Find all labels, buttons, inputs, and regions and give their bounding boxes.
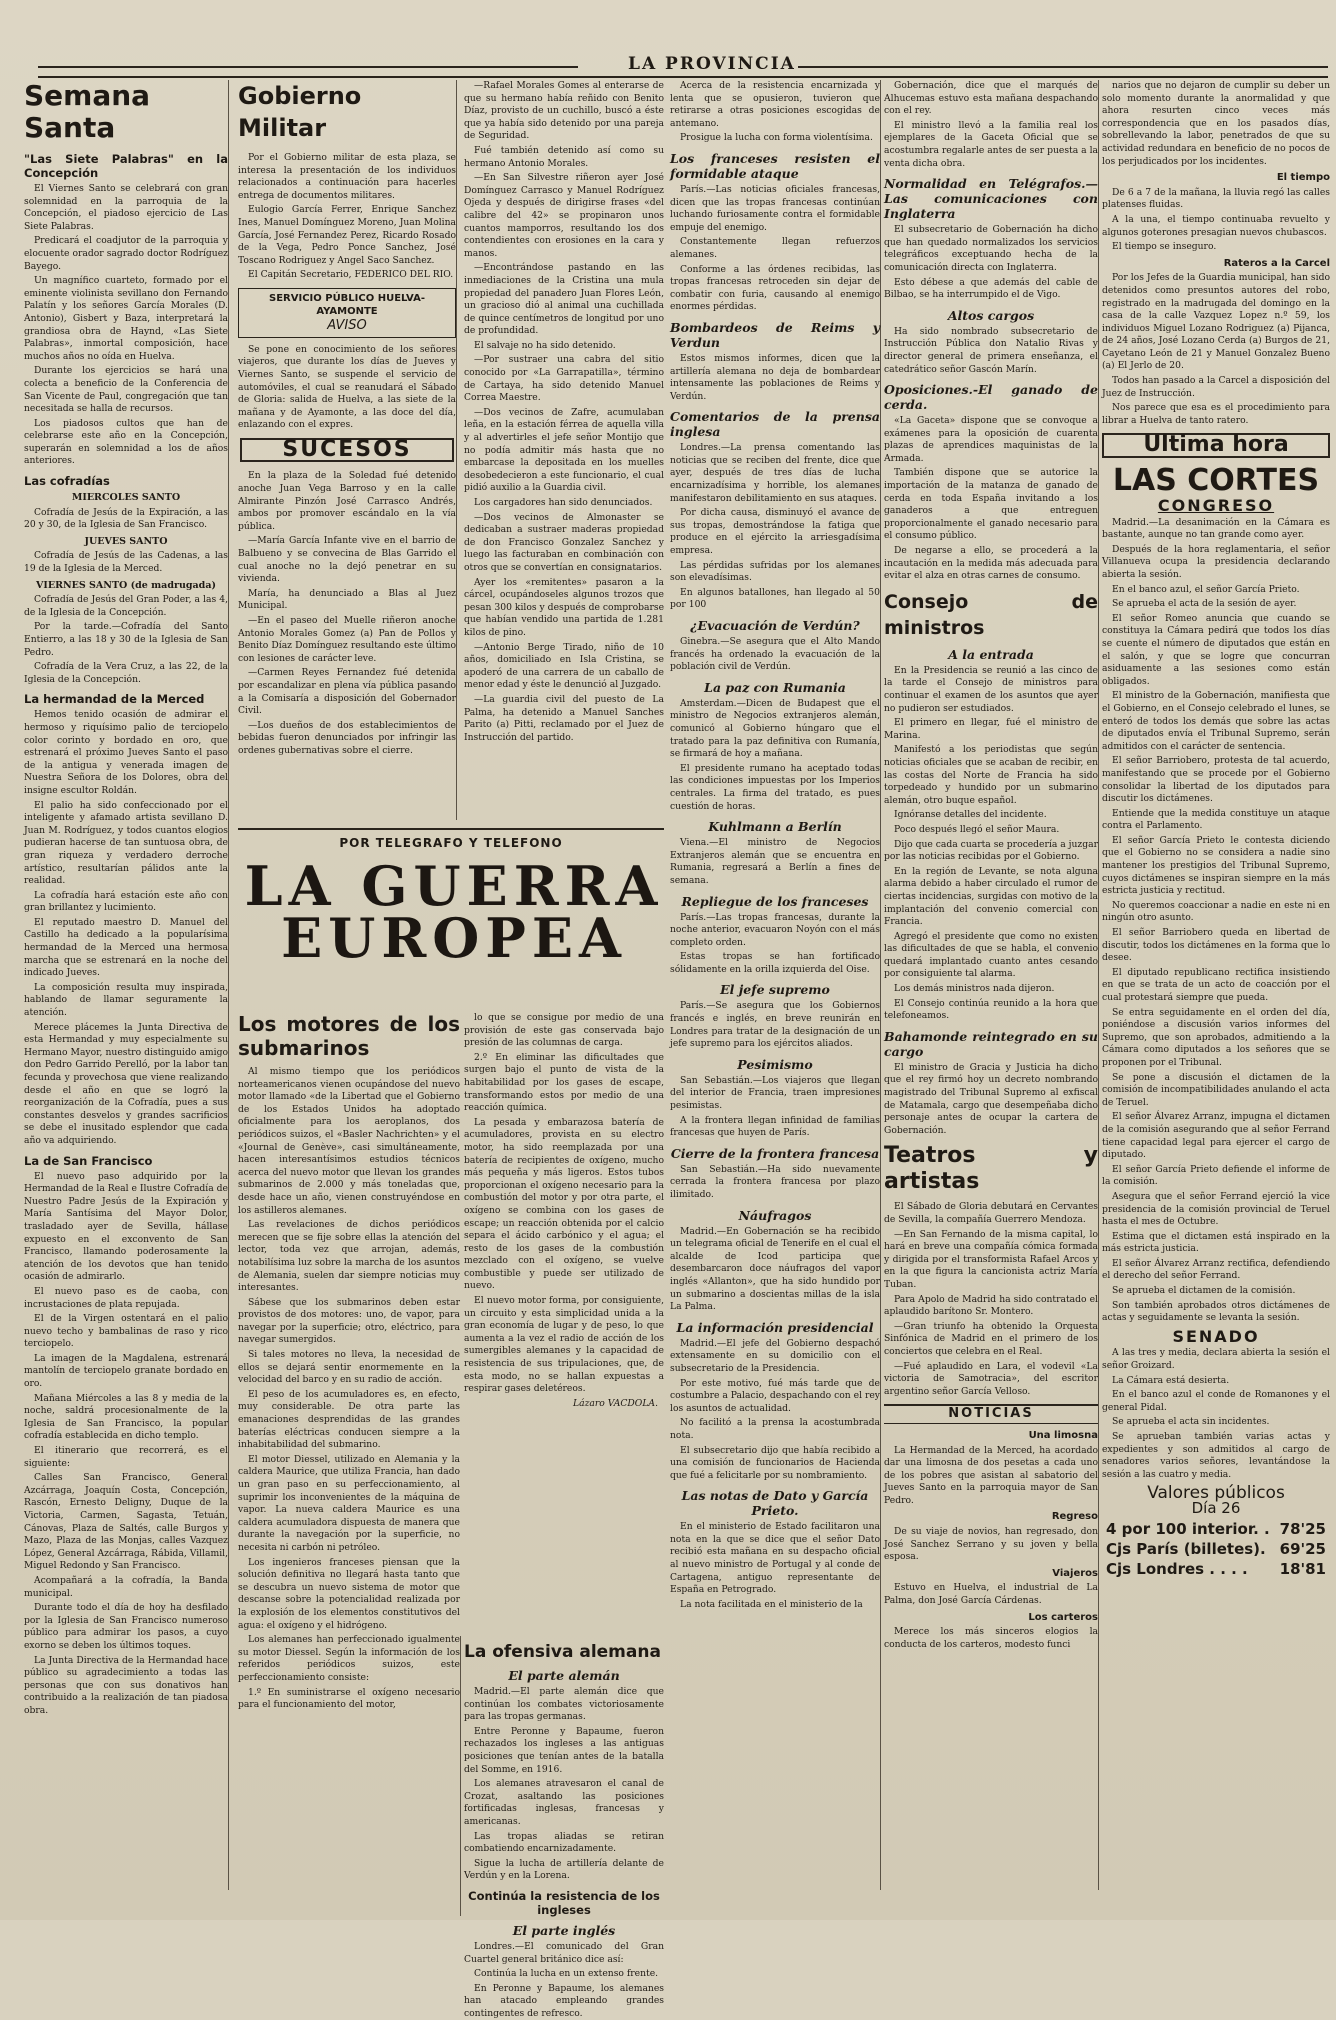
- paragraph: El primero en llegar, fué el ministro de Marina.: [884, 717, 1098, 741]
- newspaper-title: LA PROVINCIA: [628, 54, 796, 74]
- paragraph: Madrid.—El jefe del Gobierno despachó extensamente en su domicilio con el subsecretario de la Presidencia.: [670, 1337, 880, 1374]
- paragraph: Se pone a discusión el dictamen de la comisión de incompatibilidades anulando el acta de Teruel.: [1102, 1071, 1330, 1108]
- article-motores: [238, 1012, 460, 1711]
- paragraph: —Los dueños de dos establecimientos de bebidas fueron denunciados por infringir las ordenes gubernativas sobre el cierre.: [238, 719, 456, 756]
- paragraph: El itinerario que recorrerá, es el siguiente:: [24, 1445, 228, 1469]
- paragraph: Por el Gobierno militar de esta plaza, se interesa la presentación de los individuos relacionados a continuación para hacerles entrega de documentos militares.: [238, 152, 456, 201]
- paragraph: De 6 a 7 de la mañana, la lluvia regó las calles platenses fluidas.: [1102, 186, 1330, 211]
- paragraph: Acompañará a la cofradía, la Banda municipal.: [24, 1574, 228, 1599]
- paragraph: El ministro de la Gobernación, manifiesta que el Gobierno, en el Consejo celebrado el lunes, se enteró de todos los demás que sobre las actas de diputados envía el Tribunal Supremo, serán admitidos con el carácter de sentencia.: [1102, 690, 1330, 752]
- paragraph: El Viernes Santo se celebrará con gran solemnidad en la parroquia de la Concepción, el piadoso ejercicio de Las Siete Palabras.: [24, 183, 228, 232]
- paragraph: —En San Fernando de la misma capital, lo hará en breve una compañía cómica formada y dirigida por el transformista Rafael Arcos y en la que figura la cancionista actriz María Tuban.: [884, 1228, 1098, 1290]
- valores-value: 69'25: [1279, 1539, 1326, 1558]
- paragraph: También dispone que se autorice la importación de la matanza de ganado de cerda en toda España invitando a los ganaderos a que entreguen proporcionalmente el ganado necesario para el consumo público.: [884, 467, 1098, 542]
- paragraph: Las tropas aliadas se retiran combatiendo encarnizadamente.: [464, 1830, 664, 1855]
- masthead: [38, 54, 1328, 78]
- paragraph: La pesada y embarazosa batería de acumuladores, provista en su electro motor, ha sido reemplazada por una batería de recipientes de oxígeno, mucho más pequeña y más ligeros. Estos tubos proporcionan el oxígeno necesario para la combustión del motor y por otra parte, el oxígeno se combina con los gases de escape; un reacción obtenida por el calcio separa el ácido carbónico y el agua; el resto de los gases de la combustión mezclado con el oxígeno, se vuelve combustible y puede ser utilizado de nuevo.: [464, 1116, 664, 1292]
- valores-row: [1102, 1539, 1330, 1559]
- paragraph: De su viaje de novios, han regresado, don José Sanchez Serrano y su joven y bella esposa.: [884, 1526, 1098, 1563]
- paragraph: El señor Álvarez Arranz, impugna el dictamen de la comisión asegurando que al señor Ferrand tiene capacidad legal para ejercer el cargo de diputado.: [1102, 1111, 1330, 1161]
- paragraph: El ministro de Gracia y Justicia ha dicho que el rey firmó hoy un decreto nombrando magistrado del Tribunal Supremo al exfiscal de Matamala, cargo que desempeñaba dicho personaje antes de ocupar la cartera de Gobernación.: [884, 1061, 1098, 1136]
- las-cortes-heading: LAS CORTES: [1112, 463, 1320, 499]
- headline: Altos cargos: [947, 307, 1035, 323]
- paragraph: El señor García Prieto defiende el informe de la comisión.: [1102, 1163, 1330, 1188]
- paragraph: En la Presidencia se reunió a las cinco de la tarde el Consejo de ministros para continuar el examen de los asuntos que ayer no pudieron ser estudiados.: [884, 664, 1098, 714]
- paragraph: El peso de los acumuladores es, en efecto, muy considerable. De otra parte las emanaciones desprendidas de las grandes baterías eléctricas conducen siempre a la inhabitabilidad del submarino.: [238, 1388, 460, 1451]
- paragraph: San Sebastián.—Los viajeros que llegan del interior de Francia, traen impresiones pesimistas.: [670, 1074, 880, 1112]
- paragraph: Amsterdam.—Dicen de Budapest que el ministro de Negocios extranjeros alemán, comunicó al Gobierno húngaro que el tratado para la paz definitiva con Rumanía, se firmará de hoy a mañana.: [670, 697, 880, 760]
- paragraph: Madrid.—En Gobernación se ha recibido un telegrama oficial de Tenerife en el cual el alcalde de Icod participa que desembarcaron doce náufragos del vapor inglés «Allanton», que ha sido hundido por un submarino a doscientas millas de la isla La Palma.: [670, 1225, 880, 1313]
- headline: Bahamonde reintegrado en su cargo: [884, 1028, 1098, 1059]
- paragraph: Eulogio García Ferrer, Enrique Sanchez Ines, Manuel Domínguez Moreno, Juan Molina García, José Fernandez Perez, Ricardo Rosado de la Vega, Pedro Ponce Sanchez, José Toscano Rodriguez y Angel Saco Sanchez.: [238, 204, 456, 266]
- paragraph: —Dos vecinos de Zafre, acumulaban leña, en la estación férrea de aquella villa y al advertirles el jefe señor Montijo que no podía admitir más hasta que no embarcase la depositada en los muelles desobedecieron a este funcionario, el cual pidió auxilio a la Guardia civil.: [464, 406, 664, 494]
- paragraph: Durante los ejercicios se hará una colecta a beneficio de la Conferencia de San Vicente de Paul, congregación que tan necesitada se halla de recursos.: [24, 365, 228, 415]
- subheading: El parte alemán: [508, 1668, 620, 1683]
- day-heading: VIERNES SANTO (de madrugada): [36, 579, 216, 591]
- column-war-news: [670, 80, 881, 1890]
- paragraph: Ginebra.—Se asegura que el Alto Mando francés ha ordenado la evacuación de la población civil de Verdún.: [670, 636, 880, 673]
- banner-line-2: EUROPEA: [281, 906, 627, 970]
- paragraph: —Por sustraer una cabra del sitio conocido por «La Garrapatilla», término de Cartaya, ha sido detenido Manuel Correa Maestre.: [464, 354, 664, 404]
- paragraph: En el banco azul el conde de Romanones y el general Pidal.: [1102, 1389, 1330, 1413]
- valores-value: 78'25: [1279, 1519, 1326, 1538]
- paragraph: Sigue la lucha de artillería delante de Verdún y en la Lorena.: [464, 1857, 664, 1882]
- ultima-hora-heading: Ultima hora: [1102, 433, 1330, 458]
- paragraph: Todos han pasado a la Carcel a disposición del Juez de Instrucción.: [1102, 375, 1330, 399]
- subheading: El parte inglés: [512, 1922, 616, 1938]
- headline-teatros: Teatros y artistas: [884, 1143, 1098, 1195]
- paragraph: Estas tropas se han fortificado sólidamente en la orilla izquierda del Oise.: [670, 951, 880, 975]
- paragraph: —En el paseo del Muelle riñeron anoche Antonio Morales Gomez (a) Pan de Pollos y Benito Díaz Domínguez resultando este último con lesiones de carácter leve.: [238, 615, 456, 664]
- paragraph: —Encontrándose pastando en las inmediaciones de la Cristina una mula propiedad del panadero Juan Flores León, un gracioso dió al animal una cuchillada de quince centímetros de longitud por uno de profundidad.: [464, 262, 664, 337]
- paragraph: —En San Silvestre riñeron ayer José Domínguez Carrasco y Manuel Rodríguez Ojeda y después de dirigirse frases «del calibre del 42» se propinaron unos cuantos mamporros, resultando los dos contendientes con erosiones en la cara y manos.: [464, 172, 664, 259]
- headline: Náufragos: [738, 1207, 812, 1223]
- paragraph: Poco después llegó el señor Maura.: [894, 823, 1060, 835]
- servicio-aviso: AVISO: [327, 318, 367, 334]
- article-sotano-left: [238, 1636, 461, 1916]
- section-title: "Las Siete Palabras" en la Concepción: [24, 152, 228, 180]
- paragraph: El reputado maestro D. Manuel del Castillo ha dedicado a la popularísima hermandad de la Merced una hermosa marcha que se estrenará en la noche del indicado Jueves.: [24, 916, 228, 979]
- paragraph: Entre Peronne y Bapaume, fueron rechazados los ingleses a las antiguas posiciones que tenían antes de la batalla del Somme, en 1916.: [464, 1725, 664, 1775]
- divider-rule: [238, 828, 664, 830]
- valores-value: 18'81: [1279, 1559, 1326, 1578]
- paragraph: Se aprueban también varias actas y expedientes y son admitidos al cargo de senadores varios señores, levantándose la sesión a las cuatro y media.: [1102, 1431, 1330, 1480]
- paragraph: Los demás ministros nada dijeron.: [894, 983, 1055, 995]
- paragraph: El ministro llevó a la familia real los ejemplares de la Gaceta Oficial que se acostumbra regalarle antes de ser puesta a la venta dicha obra.: [884, 119, 1098, 169]
- paragraph: Por los Jefes de la Guardia municipal, han sido detenidos como presuntos autores del robo, registrado en la madrugada del domingo en la casa de la calle Vazquez Lopez n.º 59, los individuos Miguel Lozano Rodriguez (a) Pijanca, de 24 años, José Lozano Cerda (a) Burgos de 21, Cayetano León de 21 y Manuel Gonzalez Bueno (a) El Jerlo de 20.: [1102, 272, 1330, 372]
- paragraph: Para Apolo de Madrid ha sido contratado el aplaudido barítono Sr. Montero.: [884, 1293, 1098, 1318]
- subheading: A la entrada: [948, 646, 1034, 662]
- paragraph: Merece plácemes la Junta Directiva de esta Hermandad y muy especialmente su Hermano Mayor, nuestro distinguido amigo don Pedro Garrido Perelló, por la labor tan fecunda y provechosa que viene realizando desde el año en que se logró la reorganización de la Cofradía, pues a sus constantes desvelos y grandes sacrificios se debe el inusitado esplendor que cada año va adquiriendo.: [24, 1021, 228, 1146]
- paragraph: Agregó el presidente que como no existen las dificultades de que se habla, el convenio quedará implantado cuanto antes cesando por consiguiente tal alarma.: [884, 930, 1098, 980]
- paragraph: El Capitán Secretario, FEDERICO DEL RIO.: [248, 269, 454, 281]
- paragraph: Acerca de la resistencia encarnizada y lenta que se opusieron, tuvieron que retirarse a otras posiciones escogidas de antemano.: [670, 80, 880, 129]
- paragraph: El de la Virgen ostentará en el palio nuevo techo y bambalinas de raso y rico terciopelo.: [24, 1313, 228, 1350]
- headline: Las notas de Dato y García Prieto.: [681, 1488, 869, 1519]
- paragraph: El palio ha sido confeccionado por el inteligente y afamado artista sevillano D. Juan M. Rodríguez, y todos cuantos elogios pudieran hacerse de tan suntuosa obra, de gran riqueza y verdadero derroche artístico, resultarían pálidos ante la realidad.: [24, 799, 228, 887]
- noticias-heading: NOTICIAS: [884, 1404, 1098, 1424]
- paragraph: narios que no dejaron de cumplir su deber un solo momento durante la anormalidad y que ahora resurten cinco veces más correspondencia que en los pasados días, sobrellevando la labor, penetrados de que su actividad redundara en beneficio de no pocos de los perjudicados por los incidentes.: [1102, 80, 1330, 167]
- paragraph: A la una, el tiempo continuaba revuelto y algunos goterones presagian nuevos chubascos.: [1102, 213, 1330, 238]
- paragraph: Prosigue la lucha con forma violentísima.: [680, 132, 873, 144]
- paragraph: Las pérdidas sufridas por los alemanes son elevadísimas.: [670, 559, 880, 584]
- paragraph: La cofradía hará estación este año con gran brillantez y lucimiento.: [24, 889, 228, 914]
- article-motores-continued: [464, 1012, 664, 1632]
- subheading: El tiempo: [1276, 172, 1330, 184]
- section-title: Las cofradías: [24, 474, 110, 489]
- paragraph: El señor Álvarez Arranz rectifica, defendiendo el derecho del señor Ferrand.: [1102, 1257, 1330, 1282]
- paragraph: Sábese que los submarinos deben estar provistos de dos motores: uno, de vapor, para navegar por la superficie; otro, eléctrico, para navegar sumergidos.: [238, 1296, 460, 1346]
- paragraph: Continúa la lucha en un extenso frente.: [474, 1968, 659, 1980]
- paragraph: El tiempo se inseguro.: [1112, 241, 1217, 253]
- paragraph: Merece los más sinceros elogios la conducta de los carteros, modesto funci: [884, 1626, 1098, 1650]
- paragraph: La Cámara está desierta.: [1112, 1374, 1230, 1386]
- column-sucesos-continued: [464, 80, 664, 820]
- paragraph: El Sábado de Gloria debutará en Cervantes de Sevilla, la compañía Guerrero Mendoza.: [884, 1201, 1098, 1225]
- paragraph: María, ha denunciado a Blas al Juez Municipal.: [238, 587, 456, 612]
- paragraph: —Fué aplaudido en Lara, el vodevil «La victoria de Samotracia», del escritor argentino señor García Velloso.: [884, 1360, 1098, 1397]
- paragraph: Esto débese a que además del cable de Bilbao, se ha interrumpido el de Vigo.: [884, 276, 1098, 301]
- paragraph: Londres.—La prensa comentando las noticias que se reciben del frente, dice que ayer, después de tres días de lucha encarnizadísima y horrible, los alemanes manifestaron debilitamiento en sus ataques.: [670, 442, 880, 504]
- paragraph: Los cargadores han sido denunciados.: [474, 497, 653, 508]
- paragraph: Calles San Francisco, General Azcárraga, Joaquín Costa, Concepción, Rascón, Ernesto Deligny, Duque de la Victoria, Carmen, Sagasta, Tetuán, Cánovas, Plaza de Saltés, calle Burgos y Mazo, Plaza de las Monjas, calles Vazquez López, General Azcárraga, Rábida, Villamil, Miguel Redondo y San Francisco.: [24, 1472, 228, 1572]
- paragraph: —Carmen Reyes Fernandez fué detenida por escandalizar en plena vía pública pasando a la Comisaría a disposición del Gobernador Civil.: [238, 667, 456, 717]
- paragraph: Los alemanes han perfeccionado igualmente su motor Diessel. Según la información de los referidos periódicos suizos, este perfeccionamiento consiste:: [238, 1634, 460, 1683]
- headline: ¿Evacuación de Verdún?: [690, 618, 860, 633]
- headline-consejo: Consejo de ministros: [884, 590, 1098, 639]
- headline-gobierno-militar: Gobierno Militar: [238, 82, 362, 142]
- headline-ofensiva: La ofensiva alemana: [464, 1642, 661, 1662]
- headline: El jefe supremo: [720, 982, 830, 998]
- paragraph: Constantemente llegan refuerzos alemanes.: [670, 236, 880, 260]
- paragraph: Viena.—El ministro de Negocios Extranjeros alemán que se encuentra en Rumania, regresará a Berlín a fines de semana.: [670, 837, 880, 886]
- section-title: La de San Francisco: [24, 1153, 153, 1168]
- paragraph: El diputado republicano rectifica insistiendo en que se trata de un acto de coacción por el cual protestará siempre que pueda.: [1102, 966, 1330, 1003]
- paragraph: El presidente rumano ha aceptado todas las condiciones impuestas por los Imperios centrales. La firma del tratado, es pues cuestión de horas.: [670, 762, 880, 812]
- paragraph: 2.º En eliminar las dificultades que surgen bajo el punto de vista de la habitabilidad por los gases de escape, transformando estos por medio de una reacción química.: [464, 1051, 664, 1114]
- paragraph: En el ministerio de Estado facilitaron una nota en la que se dice que el señor Dato recibió esta mañana en su despacho oficial al nuevo ministro de Portugal y al conde de Cartagena, antiguo representante de España en Petrogrado.: [670, 1521, 880, 1596]
- sucesos-heading: SUCESOS: [240, 438, 454, 463]
- headline-semana-santa: Semana Santa: [24, 79, 151, 144]
- paragraph: Los alemanes atravesaron el canal de Crozat, asaltando las posiciones fortificadas inglesas, francesas y americanas.: [464, 1778, 664, 1827]
- paragraph: En el banco azul, el señor García Prieto.: [1112, 583, 1300, 595]
- paragraph: En la plaza de la Soledad fué detenido anoche Juan Vega Barroso y en la calle Almirante Pinzón José Carrasco Andrés, ambos por promover escándalo en la vía pública.: [238, 470, 456, 532]
- paragraph: El nuevo paso adquirido por la Hermandad de la Real e Ilustre Cofradía de Nuestro Padre Jesús de la Expiración y María Santísima del Mayor Dolor, trasladado ayer de Sevilla, hállase expuesto en el exconvento de San Francisco, llamando poderosamente la atención de los devotos que han tenido ocasión de admirarlo.: [24, 1170, 228, 1283]
- paragraph: Por dicha causa, disminuyó el avance de sus tropas, demostrándose la fatiga que produce en el ejército la arriesgadísima empresa.: [670, 507, 880, 557]
- paragraph: París.—Las noticias oficiales francesas, dicen que las tropas francesas continúan luchando furiosamente contra el formidable empuje del enemigo.: [670, 183, 880, 233]
- paragraph: El señor Barriobero queda en libertad de discutir, todos los dictámenes en la forma que lo desee.: [1102, 927, 1330, 964]
- la-guerra-europea-banner: [244, 854, 664, 970]
- paragraph: No queremos coaccionar a nadie en este ni en ningún otro asunto.: [1102, 899, 1330, 924]
- paragraph: Nos parece que esa es el procedimiento para librar a Huelva de tanto ratero.: [1102, 402, 1330, 426]
- paragraph: —Gran triunfo ha obtenido la Orquesta Sinfónica de Madrid en el primero de los conciertos que celebra en el Real.: [884, 1320, 1098, 1357]
- paragraph: La Junta Directiva de la Hermandad hace público su agradecimiento a todas las personas que con sus donativos han contribuido a la realización de tan piadosa obra.: [24, 1654, 228, 1716]
- headline: Pesimismo: [737, 1056, 813, 1072]
- paragraph: Gobernación, dice que el marqués de Alhucemas estuvo esta mañana despachando con el rey.: [884, 80, 1098, 117]
- congreso-heading: CONGRESO: [1157, 496, 1275, 516]
- paragraph: Manifestó a los periodistas que según noticias oficiales que se acaban de recibir, en las costas del Norte de Francia ha sido torpedeado y hundido por un submarino alemán, otro buque español.: [884, 744, 1098, 806]
- paragraph: No facilitó a la prensa la acostumbrada nota.: [670, 1417, 880, 1441]
- subheading: Una limosna: [1028, 1429, 1098, 1441]
- paragraph: Se aprueba el acta de la sesión de ayer.: [1112, 598, 1297, 610]
- valores-date: Día 26: [1191, 1498, 1241, 1517]
- paragraph: En algunos batallones, han llegado al 50 por 100: [670, 586, 880, 611]
- paragraph: Madrid.—La desanimación en la Cámara es bastante, aunque no tan grande como ayer.: [1102, 516, 1330, 541]
- valores-label: Cjs París (billetes).: [1106, 1539, 1266, 1558]
- paragraph: El motor Diessel, utilizado en Alemania y la caldera Maurice, que utiliza Francia, han dado un gran paso en su perfeccionamiento, al suprimir los inconvenientes de la máquina de vapor. La nueva caldera Maurice es una caldera acumuladora dispuesta de manera que durante la navegación por la superficie, no necesita ni carbón ni petróleo.: [238, 1453, 460, 1553]
- paragraph: —Rafael Morales Gomes al enterarse de que su hermano había reñido con Benito Díaz, provisto de un cuchillo, buscó a éste que ya había sido detenido por una pareja de Seguridad.: [464, 80, 664, 142]
- paragraph: El salvaje no ha sido detenido.: [474, 339, 616, 351]
- paragraph: Cofradía de Jesús de las Cadenas, a las 19 de la Iglesia de la Merced.: [24, 550, 228, 575]
- paragraph: Mañana Miércoles a las 8 y media de la noche, saldrá procesionalmente de la Iglesia de San Francisco, la popular cofradía establecida en dicho templo.: [24, 1392, 228, 1442]
- paragraph: Cofradía de Jesús de la Expiración, a las 20 y 30, de la Iglesia de San Francisco.: [24, 506, 228, 531]
- paragraph: Por la tarde.—Cofradía del Santo Entierro, a las 18 y 30 de la Iglesia de San Pedro.: [24, 621, 228, 658]
- valores-publicos-heading: Valores públicos: [1147, 1483, 1285, 1504]
- headline-resistencia: Continúa la resistencia de los ingleses: [468, 1888, 660, 1917]
- paragraph: —María García Infante vive en el barrio de Balbueno y se convecina de Blas Garrido el cual anoche no la dejó penetrar en su vivienda.: [238, 535, 456, 585]
- section-title: La hermandad de la Merced: [24, 692, 205, 707]
- paragraph: Durante todo el día de hoy ha desfilado por la Iglesia de San Francisco numeroso público para admirar los pasos, a cuyo exorno se deben los últimos toques.: [24, 1602, 228, 1651]
- paragraph: Por este motivo, fué más tarde que de costumbre a Palacio, despachando con el rey los asuntos de actualidad.: [670, 1377, 880, 1414]
- paragraph: El subsecretario dijo que había recibido a una comisión de funcionarios de Hacienda que fué a felicitarle por su nombramiento.: [670, 1444, 880, 1481]
- paragraph: Si tales motores no lleva, la necesidad de ellos se dejará sentir enormemente en la velocidad del barco y en su radio de acción.: [238, 1349, 460, 1386]
- paragraph: Estuvo en Huelva, el industrial de La Palma, don José García Cárdenas.: [884, 1582, 1098, 1607]
- column-gobierno-militar: [238, 80, 457, 820]
- paragraph: A la frontera llegan infinidad de familias francesas que huyen de París.: [670, 1114, 880, 1139]
- paragraph: lo que se consigue por medio de una provisión de este gas conservada bajo presión de las columnas de carga.: [464, 1012, 664, 1049]
- servicio-title: SERVICIO PÚBLICO HUELVA-AYAMONTE: [269, 292, 425, 317]
- paragraph: Cofradía de Jesús del Gran Poder, a las 4, de la Iglesia de la Concepción.: [24, 594, 228, 618]
- paragraph: El Consejo continúa reunido a la hora que telefoneamos.: [884, 997, 1098, 1022]
- paragraph: En Peronne y Bapaume, los alemanes han atacado empleando grandes contingentes de refresco.: [464, 1982, 664, 2019]
- author-signature: Lázaro VACDOLA.: [573, 1397, 658, 1409]
- paragraph: Hemos tenido ocasión de admirar el hermoso y riquísimo palio de terciopelo color corinto y bordado en oro, que estrenará el próximo Jueves Santo el paso de la antigua y venerada imagen de Nuestra Señora de los Dolores, obra del insigne escultor Roldán.: [24, 709, 228, 796]
- headline: Cierre de la frontera francesa: [670, 1145, 880, 1161]
- paragraph: Las revelaciones de dichos periódicos merecen que se fije sobre ellas la atención del lector, toda vez que arrojan, además, notabilísima luz sobre la marcha de los asuntos de Alemania, suelen dar siempre noticias muy interesantes.: [238, 1219, 460, 1294]
- paragraph: Se entra seguidamente en el orden del día, poniéndose a discusión varios informes del Supremo, que son aprobados, admitiendo a la Cámara como diputados a los señores que se proponen por el Tribunal.: [1102, 1006, 1330, 1068]
- telegrafo-heading: POR TELEGRAFO Y TELEFONO: [339, 836, 563, 850]
- headline: Comentarios de la prensa inglesa: [670, 409, 880, 440]
- paragraph: La Hermandad de la Merced, ha acordado dar una limosna de dos pesetas a cada uno de los pobres que asistan al sabatorio del Jueves Santo en la parroquia mayor de San Pedro.: [884, 1444, 1098, 1506]
- paragraph: Ha sido nombrado subsecretario de Instrucción Pública don Natalio Rivas y director general de primera enseñanza, el catedrático señor Gascón Marín.: [884, 325, 1098, 375]
- paragraph: Londres.—El comunicado del Gran Cuartel general británico dice así:: [464, 1940, 664, 1965]
- headline: La información presidencial: [676, 1319, 874, 1335]
- article-ofensiva: [464, 1636, 664, 2019]
- headline: Bombardeos de Reims y Verdun: [670, 319, 880, 350]
- day-heading: JUEVES SANTO: [84, 535, 168, 547]
- paragraph: San Sebastián.—Ha sido nuevamente cerrada la frontera francesa por plazo ilimitado.: [670, 1163, 880, 1200]
- paragraph: El subsecretario de Gobernación ha dicho que han quedado normalizados los servicios telegráficos exceptuando hecha de la comunicación directa con Inglaterra.: [884, 224, 1098, 273]
- column-semana-santa: [24, 80, 229, 1890]
- servicio-box: [238, 288, 456, 338]
- paragraph: Predicará el coadjutor de la parroquia y elocuente orador sagrado doctor Rodríguez Bayego.: [24, 235, 228, 272]
- paragraph: Conforme a las órdenes recibidas, las tropas francesas retroceden sin dejar de combatir con furia, causando al enemigo enormes pérdidas.: [670, 263, 880, 313]
- paragraph: Son también aprobados otros dictámenes de actas y seguidamente se levanta la sesión.: [1102, 1299, 1330, 1324]
- subheading: Rateros a la Carcel: [1223, 257, 1330, 269]
- paragraph: Los piadosos cultos que han de celebrarse este año en la Concepción, superarán en solemnidad a los de años anteriores.: [24, 417, 228, 467]
- column-national-news: [884, 80, 1099, 1890]
- paragraph: Madrid.—El parte alemán dice que continúan los combates victoriosamente para las tropas germanas.: [464, 1686, 664, 1723]
- paragraph: Al mismo tiempo que los periódicos norteamericanos vienen ocupándose del nuevo motor llamado «de la Libertad que el Gobierno de los Estados Unidos ha adoptado oficialmente para los aeroplanos, dos periódicos suizos, el «Basler Nachrichten» y el «Journal de Genève», casi simultáneamente, hacen interesantísimos estudios técnicos acerca del nuevo motor que llevan los grandes submarinos de 2.000 y más toneladas que, desde hace un año, vienen construyéndose en los astilleros alemanes.: [238, 1066, 460, 1216]
- paragraph: Un magnífico cuarteto, formado por el eminente violinista sevillano don Fernando Palatín y los señores García Morales (D. Antonio), Gisbert y Baza, interpretará la grandiosa obra de Haynd, «Las Siete Palabras», inmortal composición, hace muchos años no oída en Huelva.: [24, 275, 228, 362]
- banner-line-1: LA GUERRA: [244, 854, 664, 918]
- valores-row: [1102, 1559, 1330, 1579]
- headline: Kuhlmann a Berlín: [708, 819, 842, 835]
- valores-row: [1102, 1519, 1330, 1539]
- paragraph: La imagen de la Magdalena, estrenará mantolín de terciopelo granate bordado en oro.: [24, 1352, 228, 1390]
- paragraph: Se aprueba el acta sin incidentes.: [1112, 1416, 1270, 1428]
- headline-motores: Los motores de los submarinos: [238, 1012, 460, 1060]
- paragraph: Dijo que cada cuarta se procedería a juzgar por las noticias recibidas por el Gobierno.: [884, 838, 1098, 863]
- paragraph: «La Gaceta» dispone que se convoque a exámenes para la oposición de cuarenta plazas de aprendices maquinistas de la Armada.: [884, 415, 1098, 464]
- paragraph: Entiende que la medida constituye un ataque contra el Parlamento.: [1102, 807, 1330, 832]
- column-ultima-hora: [1102, 80, 1330, 1890]
- subheading: Los carteros: [1028, 1611, 1098, 1623]
- paragraph: Cofradía de la Vera Cruz, a las 22, de la Iglesia de la Concepción.: [24, 661, 228, 685]
- masthead-rule-left: [38, 66, 578, 68]
- paragraph: Estos mismos informes, dicen que la artillería alemana no deja de bombardear intensamente las poblaciones de Reims y Verdún.: [670, 352, 880, 402]
- paragraph: El nuevo paso es de caoba, con incrustaciones de plata repujada.: [24, 1285, 228, 1310]
- senado-heading: SENADO: [1172, 1326, 1260, 1346]
- paragraph: Fué también detenido así como su hermano Antonio Morales.: [464, 144, 664, 169]
- paragraph: París.—Se asegura que los Gobiernos francés e inglés, en breve reunirán en Londres para tratar de la designación de un jefe supremo para los ejércitos aliados.: [670, 1000, 880, 1050]
- headline: Repliegue de los franceses: [681, 893, 869, 909]
- paragraph: —Antonio Berge Tirado, niño de 10 años, domiciliado en Isla Cristina, se apoderó de una carrera de un caballo de menor edad y éste le denunció al Juzgado.: [464, 641, 664, 691]
- paragraph: Los ingenieros franceses piensan que la solución definitiva no llegará hasta tanto que se descubra un nuevo sistema de motor que descanse sobre la potencialidad realizada por la explosión de los elementos constitutivos del agua: el oxígeno y el hidrógeno.: [238, 1556, 460, 1631]
- paragraph: El señor García Prieto le contesta diciendo que el Gobierno no se considera a nadie sino mantener los prestigios del Tribunal Supremo, cuyos dictámenes se inspiran siempre en la más estricta justicia y rectitud.: [1102, 834, 1330, 897]
- headline: Oposiciones.-El ganado de cerda.: [884, 382, 1098, 413]
- headline: Normalidad en Telégrafos.—Las comunicaciones con Inglaterra: [884, 176, 1098, 222]
- paragraph: 1.º En suministrarse el oxígeno necesario para el funcionamiento del motor,: [238, 1686, 460, 1711]
- paragraph: En la región de Levante, se nota alguna alarma debido a haber circulado el rumor de ciertas incidencias, surgidas con motivo de la implantación del convenio comercial con Francia.: [884, 865, 1098, 928]
- paragraph: París.—Las tropas francesas, durante la noche anterior, evacuaron Noyón con el más completo orden.: [670, 911, 880, 948]
- subheading: Viajeros: [1052, 1567, 1098, 1579]
- subheading: Regreso: [1051, 1511, 1098, 1523]
- valores-label: 4 por 100 interior. .: [1106, 1519, 1270, 1538]
- paragraph: —La guardia civil del puesto de La Palma, ha detenido a Manuel Sanches Parito (a) Pitti, reclamado por el Juez de Instrucción del partido.: [464, 693, 664, 743]
- paragraph: —Dos vecinos de Almonaster se dedicaban a sustraer maderas propiedad de don Francisco Gonzalez Sanchez y luego las facturaban en combinación con otros que se convertían en consignatarios.: [464, 511, 664, 573]
- headline: La paz con Rumania: [704, 679, 846, 695]
- paragraph: Asegura que el señor Ferrand ejerció la vice presidencia de la comisión provincial de Teruel hasta el mes de Octubre.: [1102, 1190, 1330, 1228]
- masthead-rule-right: [798, 66, 1328, 68]
- headline: Los franceses resisten el formidable ataque: [670, 150, 880, 181]
- paragraph: La composición resulta muy inspirada, hablando de llamar seguramente la atención.: [24, 981, 228, 1019]
- valores-label: Cjs Londres . . . .: [1106, 1559, 1248, 1578]
- paragraph: Estima que el dictamen está inspirado en la más estricta justicia.: [1102, 1230, 1330, 1255]
- paragraph: Ignóranse detalles del incidente.: [894, 809, 1047, 821]
- paragraph: El señor Barriobero, protesta de tal acuerdo, manifestando que se procede por el Gobierno consolidar la libertad de los diputados para discutir los dictámenes.: [1102, 755, 1330, 805]
- paragraph: Después de la hora reglamentaria, el señor Villanueva ocupa la presidencia declarando abierta la sesión.: [1102, 543, 1330, 580]
- paragraph: El señor Romeo anuncia que cuando se constituya la Cámara pedirá que todos los días se cuente el número de diputados que están en el salón, y que se logre que concurran asiduamente a las sesiones como están obligados.: [1102, 612, 1330, 687]
- paragraph: Se pone en conocimiento de los señores viajeros, que durante los días de Jueves y Viernes Santo, se suspende el servicio de automóviles, el cual se reanudará el Sábado de Gloria: salida de Huelva, a las siete de la mañana y de Ayamonte, a las doce del día, enlazando con el expres.: [238, 343, 456, 431]
- paragraph: El nuevo motor forma, por consiguiente, un circuito y esta simplicidad unida a la gran economía de lugar y de peso, lo que aumenta a la vez el radio de acción de los sumergibles alemanes y la capacidad de resistencia de sus tripulaciones, que, de esta modo, no se hallan expuestas a respirar gases deletéreos.: [464, 1295, 664, 1395]
- paragraph: Se aprueba el dictamen de la comisión.: [1112, 1285, 1296, 1297]
- day-heading: MIERCOLES SANTO: [71, 492, 181, 504]
- paragraph: A las tres y media, declara abierta la sesión el señor Groizard.: [1102, 1347, 1330, 1372]
- paragraph: Ayer los «remitentes» pasaron a la cárcel, ocupándoseles algunos trozos que pesan 300 kilos y después de comprobarse que habían vendido una partida de 1.281 kilos de pino.: [464, 576, 664, 638]
- paragraph: La nota facilitada en el ministerio de la: [680, 1598, 863, 1610]
- paragraph: De negarse a ello, se procederá a la incautación en la medida más adecuada para evitar el alza en otras carnes de consumo.: [884, 545, 1098, 582]
